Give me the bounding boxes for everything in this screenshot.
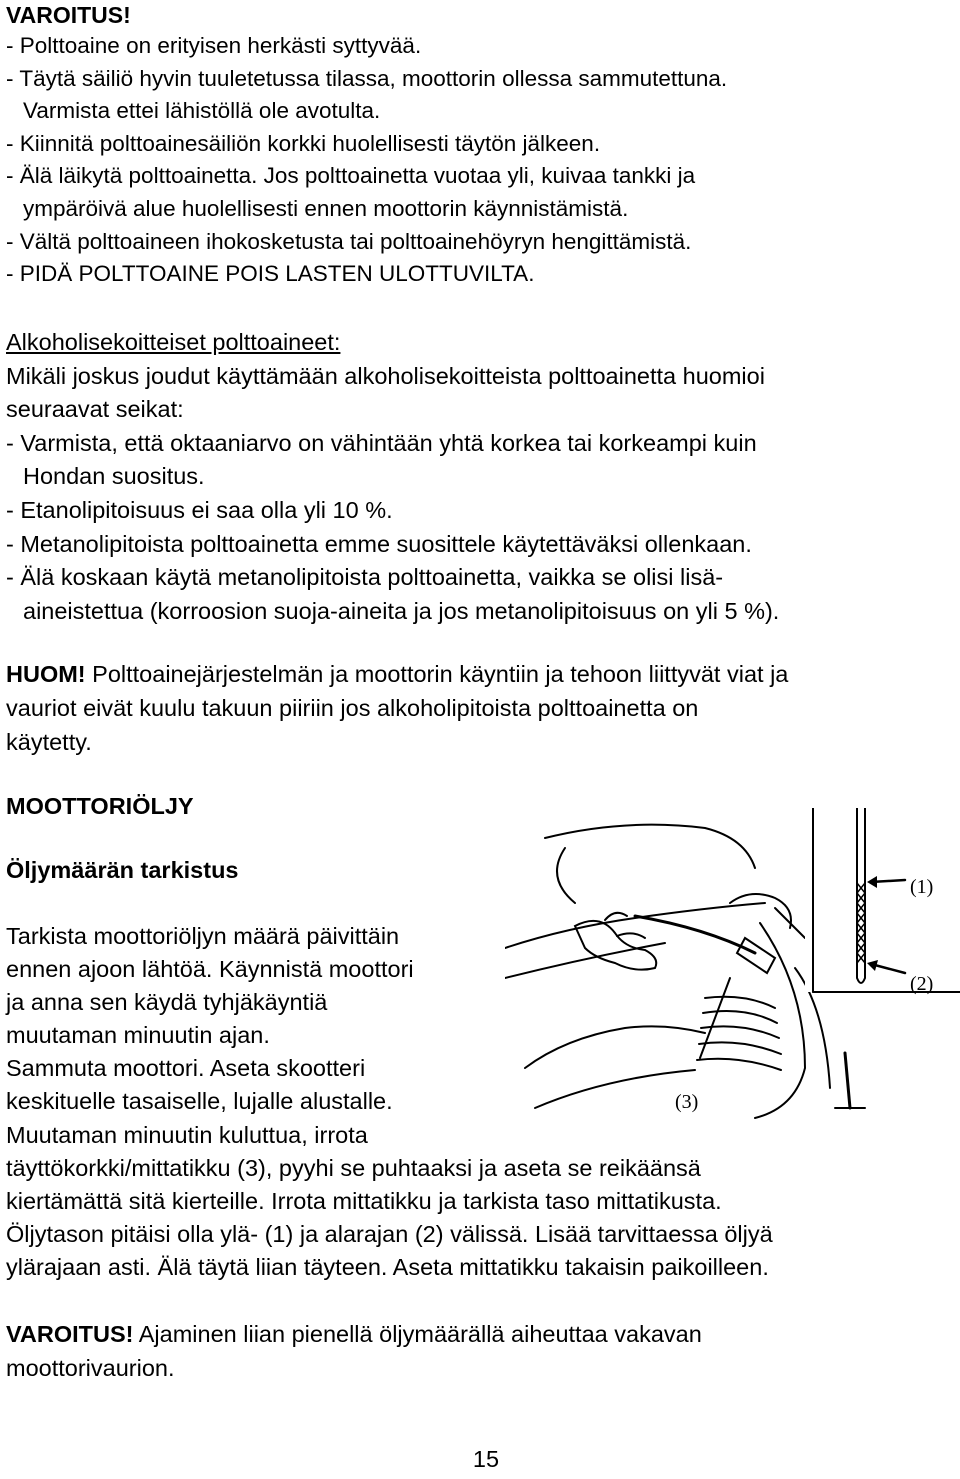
final-warning-text: Ajaminen liian pienellä öljymäärällä aiheuttaa vakavan bbox=[133, 1321, 702, 1347]
huom-note bbox=[6, 657, 958, 759]
oil-line: Öljytason pitäisi olla ylä- (1) ja alarajan (2) välissä. Lisää tarvittaessa öljyä bbox=[6, 1220, 773, 1247]
oil-line: Muutaman minuutin kuluttua, irrota bbox=[6, 1121, 368, 1148]
oil-line: ennen ajoon lähtöä. Käynnistä moottori bbox=[6, 956, 414, 983]
warning-line: ympäröivä alue huolellisesti ennen moottorin käynnistämistä. bbox=[23, 195, 629, 221]
page-number: 15 bbox=[472, 1446, 500, 1472]
alcohol-line: Hondan suositus. bbox=[23, 463, 205, 490]
alcohol-line: - Metanolipitoista polttoainetta emme suosittele käytettäväksi ollenkaan. bbox=[6, 530, 752, 557]
subsection-title: Öljymäärän tarkistus bbox=[6, 857, 239, 883]
warning-line: - Älä läikytä polttoainetta. Jos polttoainetta vuotaa yli, kuivaa tankki ja bbox=[6, 163, 696, 189]
final-warning-label: VAROITUS! bbox=[6, 1321, 134, 1347]
final-warning-line: moottorivaurion. bbox=[6, 1355, 175, 1381]
final-warning bbox=[6, 1317, 958, 1385]
alcohol-line: - Etanolipitoisuus ei saa olla yli 10 %. bbox=[6, 496, 393, 523]
alcohol-fuels-section bbox=[6, 326, 958, 628]
warning-line: - Täytä säiliö hyvin tuuletetussa tilassa, moottorin ollessa sammutettuna. bbox=[6, 65, 728, 91]
oil-line: keskituelle tasaiselle, lujalle alustalle. bbox=[6, 1088, 393, 1115]
alcohol-line: - Varmista, että oktaaniarvo on vähintään yhtä korkea tai korkeampi kuin bbox=[6, 429, 757, 456]
dipstick-illustration bbox=[505, 808, 960, 1120]
alcohol-line: Mikäli joskus joudut käyttämään alkoholisekoitteista polttoainetta huomioi bbox=[6, 362, 765, 389]
alcohol-line: aineistettua (korroosion suoja-aineita ja jos metanolipitoisuus on yli 5 %). bbox=[23, 597, 780, 624]
warning-line: - PIDÄ POLTTOAINE POIS LASTEN ULOTTUVILTA. bbox=[6, 261, 535, 287]
label-dipstick: (3) bbox=[675, 1091, 699, 1113]
alcohol-line: - Älä koskaan käytä metanolipitoista polttoainetta, vaikka se olisi lisä- bbox=[6, 564, 724, 591]
oil-line: täyttökorkki/mittatikku (3), pyyhi se puhtaaksi ja aseta se reikäänsä bbox=[6, 1154, 701, 1181]
oil-line: Sammuta moottori. Aseta skootteri bbox=[6, 1055, 366, 1082]
oil-line: kiertämättä sitä kierteille. Irrota mittatikku ja tarkista taso mittatikusta. bbox=[6, 1187, 722, 1214]
oil-line: Tarkista moottoriöljyn määrä päivittäin bbox=[6, 923, 400, 949]
fuel-warning bbox=[6, 0, 956, 291]
oil-line: ylärajaan asti. Älä täytä liian täyteen. Aseta mittatikku takaisin paikoilleen. bbox=[6, 1253, 769, 1280]
huom-line: käytetty. bbox=[6, 729, 92, 755]
label-upper-limit: (1) bbox=[910, 876, 934, 898]
huom-text: Polttoainejärjestelmän ja moottorin käyntiin ja tehoon liittyvät viat ja bbox=[85, 661, 789, 687]
alcohol-line: seuraavat seikat: bbox=[6, 396, 184, 423]
label-lower-limit: (2) bbox=[910, 973, 934, 995]
huom-label: HUOM! bbox=[6, 661, 86, 687]
warning-line: - Polttoaine on erityisen herkästi syttyvää. bbox=[6, 33, 422, 58]
oil-line: muutaman minuutin ajan. bbox=[6, 1022, 270, 1049]
section-title: MOOTTORIÖLJY bbox=[6, 793, 194, 819]
warning-title: VAROITUS! bbox=[6, 2, 131, 28]
warning-line: - Kiinnitä polttoainesäiliön korkki huolellisesti täytön jälkeen. bbox=[6, 130, 601, 156]
huom-line: vauriot eivät kuulu takuun piiriin jos alkoholipitoista polttoainetta on bbox=[6, 695, 699, 721]
oil-line: ja anna sen käydä tyhjäkäyntiä bbox=[6, 989, 328, 1016]
alcohol-heading: Alkoholisekoitteiset polttoaineet: bbox=[6, 329, 341, 355]
warning-line: - Vältä polttoaineen ihokosketusta tai polttoainehöyryn hengittämistä. bbox=[6, 228, 692, 254]
warning-line: Varmista ettei lähistöllä ole avotulta. bbox=[23, 98, 381, 124]
